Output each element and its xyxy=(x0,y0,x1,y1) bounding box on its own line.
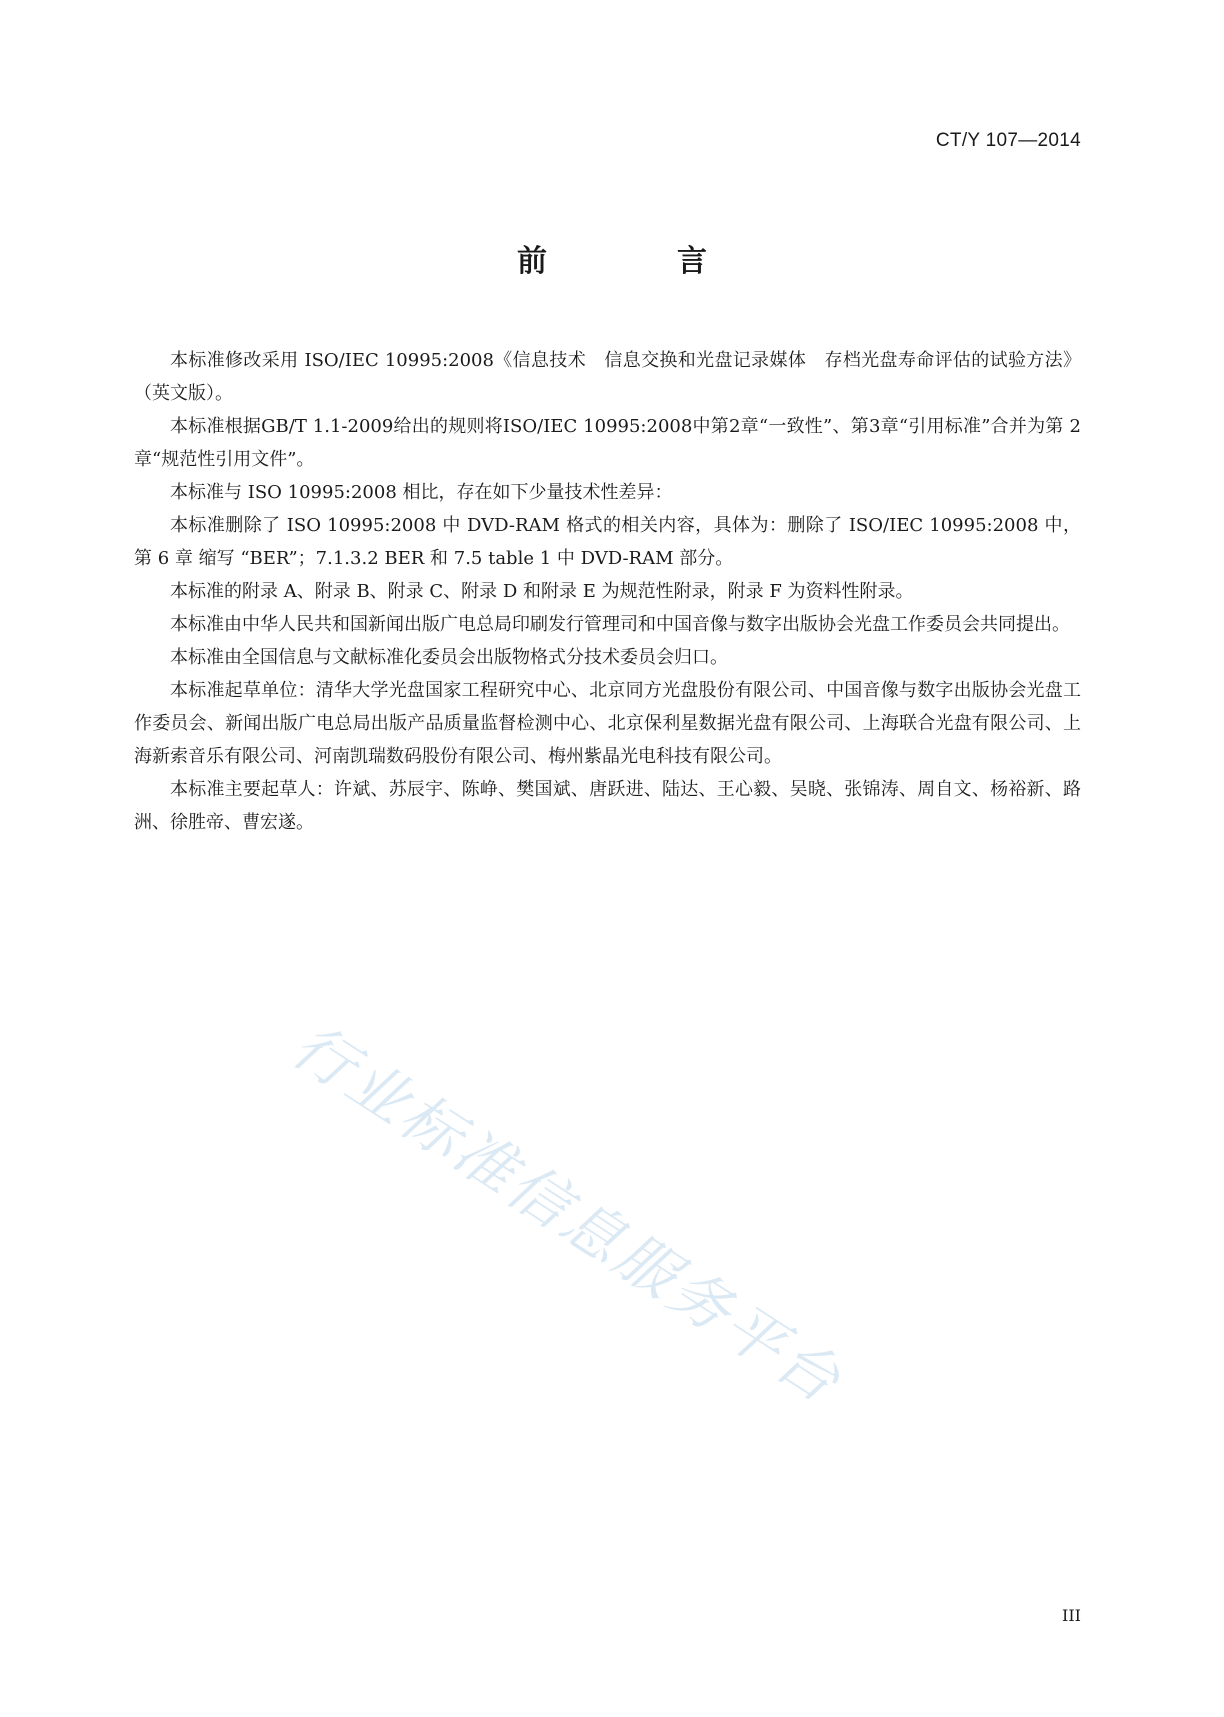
paragraph-drafters: 本标准主要起草人：许斌、苏辰宇、陈峥、樊国斌、唐跃进、陆达、王心毅、吴晓、张锦涛、周自文、杨裕新、路洲、徐胜帝、曹宏遂。 xyxy=(134,779,1081,833)
paragraph-annexes: 本标准的附录 A、附录 B、附录 C、附录 D 和附录 E 为规范性附录，附录 F 为资料性附录。 xyxy=(170,581,914,602)
paragraph-drafting-rules: 本标准根据GB/T 1.1-2009给出的规则将ISO/IEC 10995:2008中第2章“一致性”、第3章“引用标准”合并为第 2 章“规范性引用文件”。 xyxy=(134,416,1081,470)
paragraph-proposer: 本标准由中华人民共和国新闻出版广电总局印刷发行管理司和中国音像与数字出版协会光盘工作委员会共同提出。 xyxy=(170,614,1070,635)
paragraph-committee: 本标准由全国信息与文献标准化委员会出版物格式分技术委员会归口。 xyxy=(170,647,728,668)
paragraph-differences-intro: 本标准与 ISO 10995:2008 相比，存在如下少量技术性差异： xyxy=(170,482,673,503)
standard-code: CT/Y 107—2014 xyxy=(935,130,1081,151)
foreword-body xyxy=(134,344,1081,839)
page-number: III xyxy=(1062,1606,1081,1625)
paragraph-drafting-units: 本标准起草单位：清华大学光盘国家工程研究中心、北京同方光盘股份有限公司、中国音像与数字出版协会光盘工作委员会、新闻出版广电总局出版产品质量监督检测中心、北京保利星数据光盘有限公司、上海联合光盘有限公司、上海新索音乐有限公司、河南凯瑞数码股份有限公司、梅州紫晶光电科技有限公司。 xyxy=(134,680,1081,767)
paragraph-adoption: 本标准修改采用 ISO/IEC 10995:2008《信息技术 信息交换和光盘记录媒体 存档光盘寿命评估的试验方法》（英文版）。 xyxy=(134,350,1081,404)
paragraph-differences-detail: 本标准删除了 ISO 10995:2008 中 DVD-RAM 格式的相关内容，具体为：删除了 ISO/IEC 10995:2008 中，第 6 章 缩写 “BER”；7.1.3.2 BER 和 7.5 table 1 中 DVD-RAM 部分。 xyxy=(134,515,1081,569)
watermark: 行业标准信息服务平台 xyxy=(279,1010,855,1419)
page-title: 前 言 xyxy=(517,244,757,279)
